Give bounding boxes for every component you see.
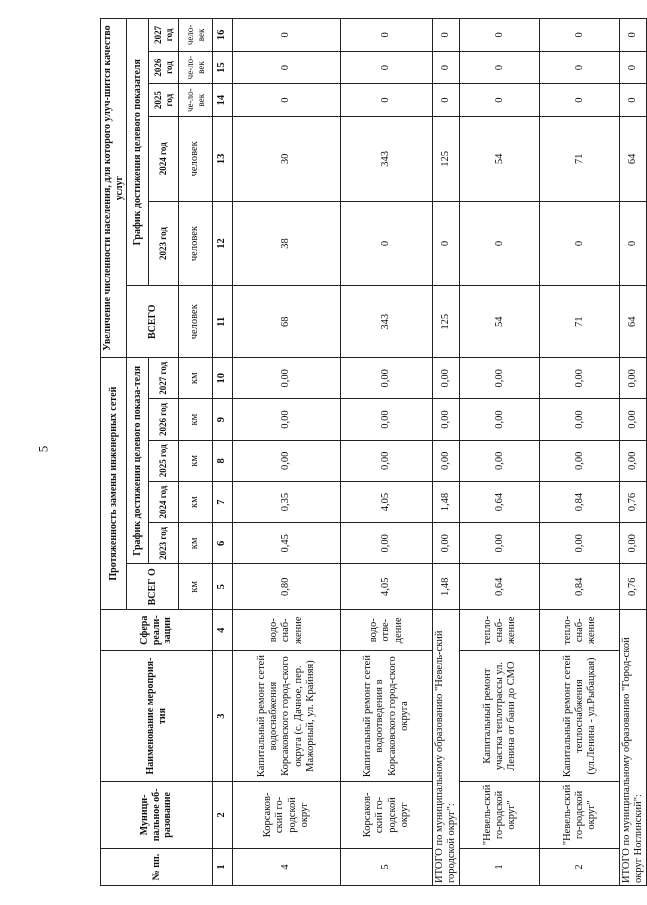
unit-people-short: че-ло-век (179, 84, 213, 117)
column-number: 4 (213, 610, 233, 651)
table-body (233, 19, 647, 886)
row-event-name: Капитальный ремонт сетей водоснабжения Корсаковского город-ского округа (с. Дачное, пер. Мажорный, ул. Крайняя) (233, 651, 341, 781)
row-value: 4,05 (341, 564, 433, 610)
unit-km: км (179, 523, 213, 564)
row-value: 0,45 (233, 523, 341, 564)
unit-km: км (179, 564, 213, 610)
column-number: 2 (213, 781, 233, 848)
row-value: 125 (433, 286, 460, 358)
row-value: 0,00 (620, 523, 647, 564)
page-number: 5 (35, 445, 51, 453)
row-value: 4,05 (341, 481, 433, 522)
total-label: ИТОГО по муниципальному образованию "Невель-ский городской округ": (433, 610, 460, 886)
header-num: № пп. (101, 849, 213, 886)
column-number: 9 (213, 399, 233, 440)
header-len-2024: 2024 год (149, 481, 179, 522)
header-municipality: Муници-пальное об-разование (101, 781, 213, 848)
row-municipality: "Невель-ский го-родской округ" (460, 781, 540, 848)
table-row (341, 19, 433, 886)
column-number: 12 (213, 201, 233, 286)
row-value: 0,35 (233, 481, 341, 522)
column-number: 3 (213, 651, 233, 781)
header-len-2025: 2025 год (149, 440, 179, 481)
row-event-name: Капитальный ремонт сетей водоотведения в Корсаковского город-ского округа (341, 651, 433, 781)
unit-km: км (179, 358, 213, 399)
targets-table (100, 18, 647, 886)
row-value: 0,00 (460, 358, 540, 399)
row-value: 71 (540, 116, 620, 201)
table-row (460, 19, 540, 886)
row-value: 0 (460, 201, 540, 286)
table-rotation-frame (100, 18, 645, 886)
row-value: 0 (620, 19, 647, 52)
row-value: 1,48 (433, 481, 460, 522)
row-value: 0,00 (460, 399, 540, 440)
table-total-row (620, 19, 647, 886)
row-value: 0,00 (620, 440, 647, 481)
row-value: 0,00 (540, 523, 620, 564)
row-value: 0,00 (341, 523, 433, 564)
row-value: 0 (540, 84, 620, 117)
row-value: 0 (341, 84, 433, 117)
row-value: 0,00 (540, 399, 620, 440)
row-value: 0 (233, 19, 341, 52)
row-value: 64 (620, 286, 647, 358)
header-ppl-2026: 2026 год (149, 51, 179, 84)
row-event-name: Капитальный ремонт сетей теплоснабжения (ул.Ленина - ул.Рыбацкая) (540, 651, 620, 781)
row-value: 0 (540, 51, 620, 84)
row-number: 5 (341, 849, 433, 886)
row-value: 0 (433, 19, 460, 52)
row-value: 1,48 (433, 564, 460, 610)
row-value: 0,00 (341, 399, 433, 440)
header-sphere: Сфера реали-зации (101, 610, 213, 651)
header-len-2027: 2027 год (149, 358, 179, 399)
row-value: 0,84 (540, 564, 620, 610)
column-number: 16 (213, 19, 233, 52)
column-number: 6 (213, 523, 233, 564)
row-value: 0,00 (233, 399, 341, 440)
row-sphere: тепло-снаб-жение (460, 610, 540, 651)
row-value: 0 (620, 84, 647, 117)
row-value: 0,00 (433, 358, 460, 399)
row-value: 0 (233, 51, 341, 84)
header-len-2026: 2026 год (149, 399, 179, 440)
row-value: 0,00 (460, 523, 540, 564)
row-number: 1 (460, 849, 540, 886)
header-length-schedule: График достижения целевого показа-теля (127, 358, 149, 564)
row-value: 71 (540, 286, 620, 358)
unit-people-short: чело-век (179, 19, 213, 52)
row-municipality: Корсаков-ский го-родской округ (233, 781, 341, 848)
header-ppl-2024: 2024 год (149, 116, 179, 201)
row-sphere: тепло-снаб-жение (540, 610, 620, 651)
row-value: 0,00 (341, 440, 433, 481)
row-value: 0,80 (233, 564, 341, 610)
column-number: 5 (213, 564, 233, 610)
unit-people: человек (179, 201, 213, 286)
row-value: 0 (620, 201, 647, 286)
row-value: 0,00 (233, 358, 341, 399)
row-value: 0 (341, 201, 433, 286)
row-value: 0 (233, 84, 341, 117)
row-value: 0 (341, 19, 433, 52)
row-value: 0 (460, 84, 540, 117)
table-total-row (433, 19, 460, 886)
unit-km: км (179, 481, 213, 522)
row-value: 0,00 (540, 440, 620, 481)
header-length-total: ВСЕГ О (127, 564, 179, 610)
row-value: 0 (433, 51, 460, 84)
header-ppl-2023: 2023 год (149, 201, 179, 286)
row-value: 0 (341, 51, 433, 84)
unit-people: человек (179, 116, 213, 201)
row-value: 0 (460, 51, 540, 84)
row-value: 0,00 (620, 399, 647, 440)
column-number: 14 (213, 84, 233, 117)
table-wrapper (100, 18, 645, 886)
row-municipality: "Невель-ский го-родской округ" (540, 781, 620, 848)
column-number: 10 (213, 358, 233, 399)
column-number: 11 (213, 286, 233, 358)
row-value: 0,00 (233, 440, 341, 481)
unit-km: км (179, 399, 213, 440)
row-value: 0,00 (433, 399, 460, 440)
row-value: 0,84 (540, 481, 620, 522)
row-value: 0,64 (460, 564, 540, 610)
row-value: 54 (460, 116, 540, 201)
header-people-group: Увеличение численности населения, для которого улуч-шится качество услуг (101, 19, 127, 358)
column-number: 7 (213, 481, 233, 522)
header-ppl-2027: 2027 год (149, 19, 179, 52)
header-ppl-2025: 2025 год (149, 84, 179, 117)
row-value: 68 (233, 286, 341, 358)
row-municipality: Корсаков-ский го-родской округ (341, 781, 433, 848)
total-label: ИТОГО по муниципальному образованию "Город-ской округ Ноглинский": (620, 610, 647, 886)
row-value: 0 (460, 19, 540, 52)
column-number: 1 (213, 849, 233, 886)
row-value: 38 (233, 201, 341, 286)
header-length-group: Протяженность замены инженерных сетей (101, 358, 127, 610)
row-value: 0,00 (341, 358, 433, 399)
column-number-row (213, 19, 233, 886)
row-value: 0 (540, 201, 620, 286)
row-value: 0,00 (460, 440, 540, 481)
table-row (540, 19, 620, 886)
row-sphere: водо-отве-дение (341, 610, 433, 651)
row-value: 0 (540, 19, 620, 52)
row-value: 0,00 (433, 440, 460, 481)
unit-people-short: че-ло-век (179, 51, 213, 84)
row-value: 0,00 (433, 523, 460, 564)
row-value: 0 (620, 51, 647, 84)
header-people-schedule: График достижения целевого показателя (127, 19, 149, 286)
row-value: 0,76 (620, 564, 647, 610)
column-number: 8 (213, 440, 233, 481)
row-value: 64 (620, 116, 647, 201)
row-value: 0 (433, 84, 460, 117)
column-number: 15 (213, 51, 233, 84)
row-value: 0,76 (620, 481, 647, 522)
column-number: 13 (213, 116, 233, 201)
header-event-name: Наименование мероприя-тия (101, 651, 213, 781)
row-number: 4 (233, 849, 341, 886)
row-value: 54 (460, 286, 540, 358)
row-value: 343 (341, 286, 433, 358)
unit-people: человек (179, 286, 213, 358)
header-people-total: ВСЕГО (127, 286, 179, 358)
row-value: 0,64 (460, 481, 540, 522)
unit-km: км (179, 440, 213, 481)
row-value: 125 (433, 116, 460, 201)
table-row (233, 19, 341, 886)
row-value: 343 (341, 116, 433, 201)
header-len-2023: 2023 год (149, 523, 179, 564)
row-event-name: Капитальный ремонт участка теплотрассы ул. Ленина от бани до СМО (460, 651, 540, 781)
row-number: 2 (540, 849, 620, 886)
row-value: 30 (233, 116, 341, 201)
row-value: 0,00 (620, 358, 647, 399)
row-value: 0,00 (540, 358, 620, 399)
row-sphere: водо-снаб-жение (233, 610, 341, 651)
row-value: 0 (433, 201, 460, 286)
